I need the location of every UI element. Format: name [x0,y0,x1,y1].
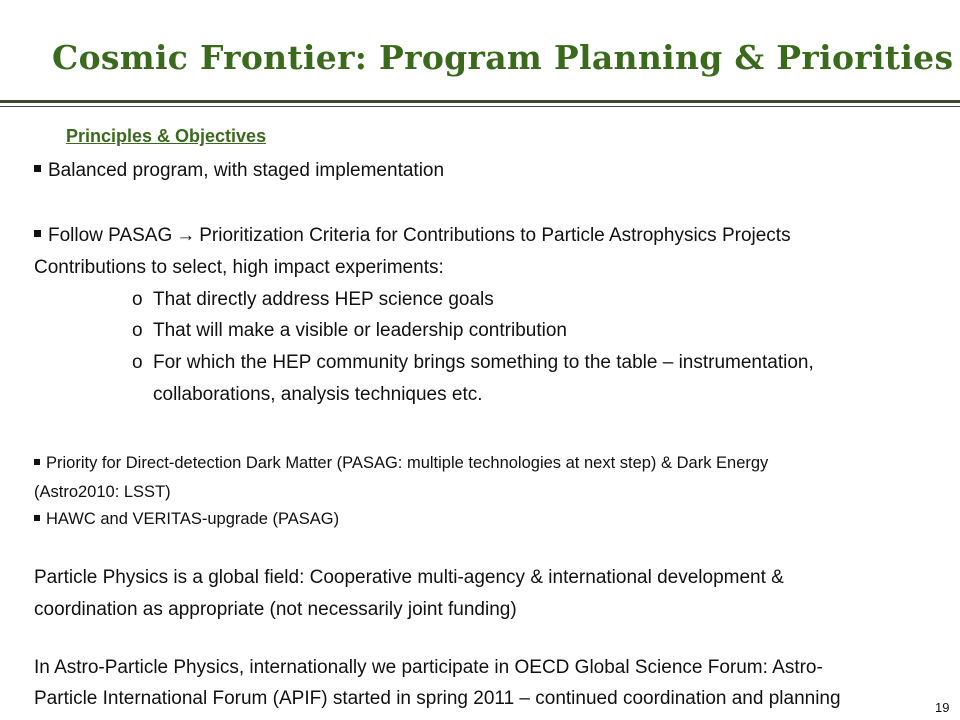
bullet-priority-text: Priority for Direct-detection Dark Matter (PASAG: multiple technologies at next step) & Dark Energy [46,454,769,472]
square-bullet-icon [34,165,41,172]
bullet-hawc-text: HAWC and VERITAS-upgrade (PASAG) [46,510,340,528]
sub-marker-3: o [132,352,143,373]
global-field-line1: Particle Physics is a global field: Cooperative multi-agency & international development & [34,567,784,588]
astro-particle-line2: Particle International Forum (APIF) started in spring 2011 – continued coordination and planning [34,688,841,709]
priority-line2: (Astro2010: LSST) [34,483,171,501]
contributions-line: Contributions to select, high impact experiments: [34,257,444,278]
page-number: 19 [935,700,950,715]
global-field-line2: coordination as appropriate (not necessarily joint funding) [34,599,517,620]
bullet-priority [34,452,768,474]
title-rule-thin [0,106,960,107]
title-rule-thick [0,100,960,103]
arrow-right-icon: → [176,225,196,246]
sub-item-2: That will make a visible or leadership contribution [153,320,567,341]
bullet-balanced [34,160,444,182]
bullet-pasag [34,225,791,247]
sub-marker-1: o [132,289,143,310]
sub-item-1: That directly address HEP science goals [153,289,494,310]
sub-item-3-line1: For which the HEP community brings something to the table – instrumentation, [153,352,814,373]
square-bullet-icon [34,459,40,465]
section-heading: Principles & Objectives [66,126,267,146]
slide-title: Cosmic Frontier: Program Planning & Priorities [52,38,954,77]
sub-item-3-line2: collaborations, analysis techniques etc. [153,384,483,405]
astro-particle-line1: In Astro-Particle Physics, internationally we participate in OECD Global Science Forum: Astro- [34,657,823,678]
bullet-pasag-post: Prioritization Criteria for Contributions to Particle Astrophysics Projects [199,225,791,246]
bullet-pasag-pre: Follow PASAG [48,225,173,246]
bullet-hawc [34,508,339,530]
bullet-balanced-text: Balanced program, with staged implementation [48,160,445,181]
square-bullet-icon [34,230,41,237]
square-bullet-icon [34,515,40,521]
sub-marker-2: o [132,320,143,341]
